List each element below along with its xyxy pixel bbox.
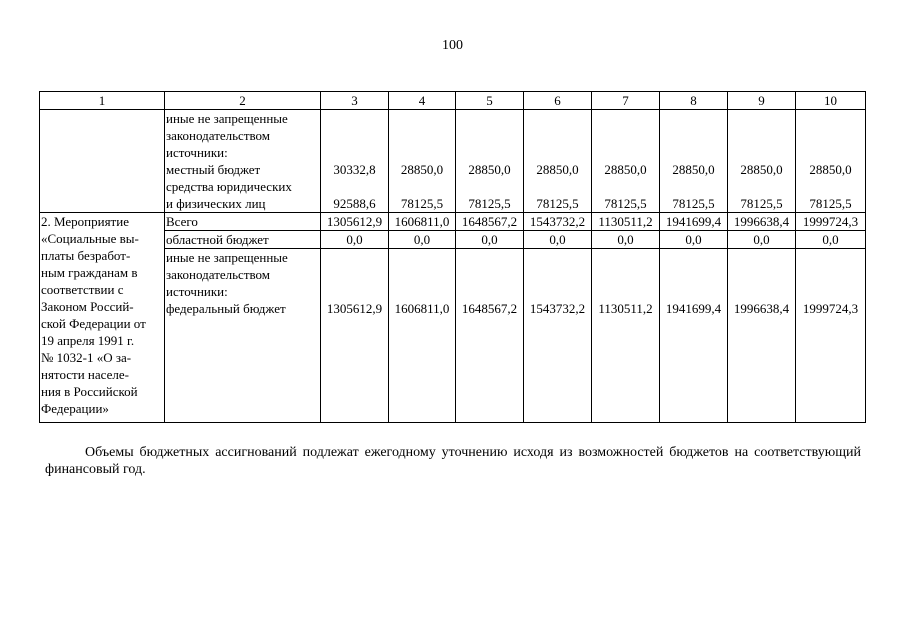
cell-line: платы безработ- — [41, 248, 131, 263]
cell-line: ным гражданам в — [41, 265, 138, 280]
header-cell: 1 — [40, 92, 165, 110]
table-row — [40, 110, 866, 213]
total-value: 1305612,9 — [321, 213, 389, 231]
value-cell — [592, 110, 660, 213]
cell-line: Федерации» — [41, 401, 109, 416]
cell-line: иные не запрещенные — [166, 111, 288, 126]
federal-budget-value: 1130511,2 — [598, 301, 653, 316]
header-cell: 10 — [796, 92, 866, 110]
cell-line: нятости населе- — [41, 367, 129, 382]
cell-line: ния в Российской — [41, 384, 138, 399]
regional-budget-value: 0,0 — [796, 231, 866, 249]
federal-budget-value: 1941699,4 — [665, 301, 722, 316]
regional-budget-label: областной бюджет — [165, 231, 321, 249]
cell-line: местный бюджет — [166, 162, 261, 177]
local-budget-value: 28850,0 — [468, 162, 511, 177]
legal-entities-value: 78125,5 — [536, 196, 579, 211]
value-cell — [389, 249, 456, 423]
cell-line: соответствии с — [41, 282, 124, 297]
header-cell: 3 — [321, 92, 389, 110]
page-number: 100 — [442, 38, 463, 53]
cell-line: 2. Мероприятие — [41, 214, 129, 229]
total-value: 1941699,4 — [660, 213, 728, 231]
header-row — [40, 92, 866, 110]
table-row — [40, 213, 866, 231]
total-value: 1543732,2 — [524, 213, 592, 231]
local-budget-value: 28850,0 — [740, 162, 783, 177]
header-cell: 8 — [660, 92, 728, 110]
header-cell: 6 — [524, 92, 592, 110]
budget-table — [39, 91, 866, 423]
federal-budget-value: 1606811,0 — [394, 301, 450, 316]
value-cell — [660, 110, 728, 213]
cell-line: законодательством — [166, 128, 271, 143]
legal-entities-value: 78125,5 — [740, 196, 783, 211]
cell-line: Законом Россий- — [41, 299, 134, 314]
cell-line: и физических лиц — [166, 196, 266, 211]
federal-budget-value: 1996638,4 — [733, 301, 790, 316]
funding-sources-cell — [165, 110, 321, 213]
other-sources-cell — [165, 249, 321, 423]
value-cell — [321, 110, 389, 213]
header-cell: 9 — [728, 92, 796, 110]
footer-paragraph: Объемы бюджетных ассигнований подлежат ежегодному уточнению исходя из возможностей бюджетов на соответствующий финансовый год. — [45, 445, 861, 477]
local-budget-value: 28850,0 — [400, 162, 444, 177]
header-cell: 7 — [592, 92, 660, 110]
regional-budget-value: 0,0 — [660, 231, 728, 249]
legal-entities-value: 78125,5 — [672, 196, 715, 211]
value-cell — [728, 249, 796, 423]
legal-entities-value: 92588,6 — [333, 196, 376, 211]
federal-budget-value: 1305612,9 — [326, 301, 383, 316]
regional-budget-value: 0,0 — [456, 231, 524, 249]
federal-budget-value: 1648567,2 — [461, 301, 518, 316]
local-budget-value: 28850,0 — [672, 162, 715, 177]
local-budget-value: 28850,0 — [604, 162, 647, 177]
value-cell — [728, 110, 796, 213]
header-cell: 2 — [165, 92, 321, 110]
cell-line: иные не запрещенные — [166, 250, 288, 265]
header-cell: 4 — [389, 92, 456, 110]
cell-line: федеральный бюджет — [166, 301, 286, 316]
value-cell — [389, 110, 456, 213]
regional-budget-value: 0,0 — [389, 231, 456, 249]
value-cell — [796, 110, 866, 213]
regional-budget-value: 0,0 — [592, 231, 660, 249]
cell-line: источники: — [166, 145, 228, 160]
local-budget-value: 28850,0 — [536, 162, 579, 177]
legal-entities-value: 78125,5 — [468, 196, 511, 211]
total-value: 1606811,0 — [389, 213, 456, 231]
measure-description-cell — [40, 213, 165, 423]
cell-line: средства юридических — [166, 179, 292, 194]
local-budget-value: 28850,0 — [809, 162, 852, 177]
federal-budget-value: 1999724,3 — [802, 301, 859, 316]
value-cell — [592, 249, 660, 423]
value-cell — [524, 249, 592, 423]
legal-entities-value: 78125,5 — [400, 196, 444, 211]
total-value: 1996638,4 — [728, 213, 796, 231]
regional-budget-value: 0,0 — [321, 231, 389, 249]
cell-line: источники: — [166, 284, 228, 299]
value-cell — [796, 249, 866, 423]
federal-budget-value: 1543732,2 — [529, 301, 586, 316]
value-cell — [524, 110, 592, 213]
legal-entities-value: 78125,5 — [809, 196, 852, 211]
regional-budget-value: 0,0 — [524, 231, 592, 249]
total-value: 1130511,2 — [592, 213, 660, 231]
value-cell — [456, 249, 524, 423]
total-label: Всего — [165, 213, 321, 231]
total-value: 1648567,2 — [456, 213, 524, 231]
value-cell — [660, 249, 728, 423]
regional-budget-value: 0,0 — [728, 231, 796, 249]
cell-line: законодательством — [166, 267, 271, 282]
cell-line: «Социальные вы- — [41, 231, 139, 246]
value-cell — [456, 110, 524, 213]
legal-entities-value: 78125,5 — [604, 196, 647, 211]
cell-line: 19 апреля 1991 г. — [41, 333, 135, 348]
cell-line: ской Федерации от — [41, 316, 146, 331]
header-cell: 5 — [456, 92, 524, 110]
cell-line: № 1032-1 «О за- — [41, 350, 132, 365]
value-cell — [321, 249, 389, 423]
empty-cell — [40, 110, 165, 213]
local-budget-value: 30332,8 — [333, 162, 376, 177]
total-value: 1999724,3 — [796, 213, 866, 231]
